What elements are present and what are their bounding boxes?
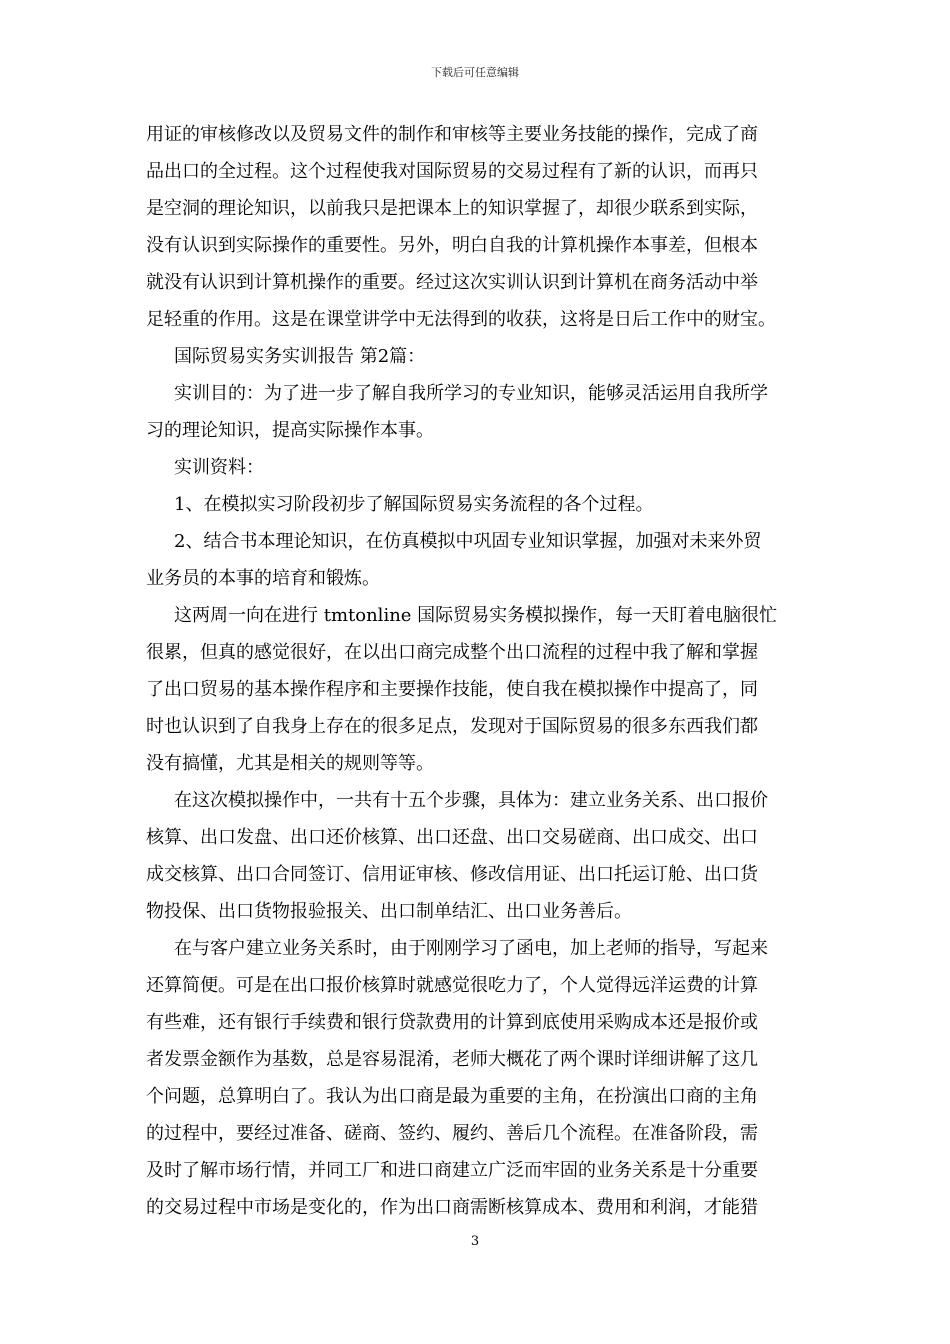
text-line: 2、结合书本理论知识，在仿真模拟中巩固专业知识掌握，加强对未来外贸	[174, 531, 762, 552]
page-number: 3	[470, 1234, 480, 1249]
text-line: 足轻重的作用。这是在课堂讲学中无法得到的收获，这将是日后工作中的财宝。	[146, 309, 776, 330]
text-line: 用证的审核修改以及贸易文件的制作和审核等主要业务技能的操作，完成了商	[146, 124, 758, 145]
text-line: 及时了解市场行情，并同工厂和进口商建立广泛而牢固的业务关系是十分重要	[146, 1160, 758, 1181]
text-line: 1、在模拟实习阶段初步了解国际贸易实务流程的各个过程。	[174, 494, 654, 515]
text-line: 这两周一向在进行 tmtonline 国际贸易实务模拟操作，每一天盯着电脑很忙	[174, 605, 778, 626]
text-line: 没有认识到实际操作的重要性。另外，明白自我的计算机操作本事差，但根本	[146, 235, 758, 256]
text-line: 个问题，总算明白了。我认为出口商是最为重要的主角，在扮演出口商的主角	[146, 1086, 758, 1107]
text-line: 习的理论知识，提高实际操作本事。	[146, 420, 434, 441]
text-line: 核算、出口发盘、出口还价核算、出口还盘、出口交易磋商、出口成交、出口	[146, 827, 758, 848]
text-line: 业务员的本事的培育和锻炼。	[146, 568, 380, 589]
text-line: 很累，但真的感觉很好，在以出口商完成整个出口流程的过程中我了解和掌握	[146, 642, 758, 663]
text-line: 在这次模拟操作中，一共有十五个步骤，具体为：建立业务关系、出口报价	[174, 790, 768, 811]
text-line: 物投保、出口货物报验报关、出口制单结汇、出口业务善后。	[146, 901, 632, 922]
text-line: 国际贸易实务实训报告 第2篇：	[174, 346, 426, 367]
text-line: 有些难，还有银行手续费和银行贷款费用的计算到底使用采购成本还是报价或	[146, 1012, 758, 1033]
text-line: 的过程中，要经过准备、磋商、签约、履约、善后几个流程。在准备阶段，需	[146, 1123, 758, 1144]
text-line: 的交易过程中市场是变化的，作为出口商需断核算成本、费用和利润，才能猎	[146, 1197, 758, 1218]
text-line: 者发票金额作为基数，总是容易混淆，老师大概花了两个课时详细讲解了这几	[146, 1049, 758, 1070]
text-line: 没有搞懂，尤其是相关的规则等等。	[146, 753, 434, 774]
text-line: 成交核算、出口合同签订、信用证审核、修改信用证、出口托运订舱、出口货	[146, 864, 758, 885]
page-header: 下载后可任意编辑	[431, 66, 519, 79]
text-line: 时也认识到了自我身上存在的很多足点，发现对于国际贸易的很多东西我们都	[146, 716, 758, 737]
text-line: 实训资料：	[174, 457, 264, 478]
text-line: 品出口的全过程。这个过程使我对国际贸易的交易过程有了新的认识，而再只	[146, 161, 758, 182]
text-line: 在与客户建立业务关系时，由于刚刚学习了函电，加上老师的指导，写起来	[174, 938, 768, 959]
text-line: 实训目的：为了进一步了解自我所学习的专业知识，能够灵活运用自我所学	[174, 383, 768, 404]
document-body	[146, 116, 810, 1226]
text-line: 就没有认识到计算机操作的重要。经过这次实训认识到计算机在商务活动中举	[146, 272, 758, 293]
text-line: 是空洞的理论知识，以前我只是把课本上的知识掌握了，却很少联系到实际，	[146, 198, 758, 219]
text-line: 还算简便。可是在出口报价核算时就感觉很吃力了，个人觉得远洋运费的计算	[146, 975, 758, 996]
text-line: 了出口贸易的基本操作程序和主要操作技能，使自我在模拟操作中提高了，同	[146, 679, 758, 700]
